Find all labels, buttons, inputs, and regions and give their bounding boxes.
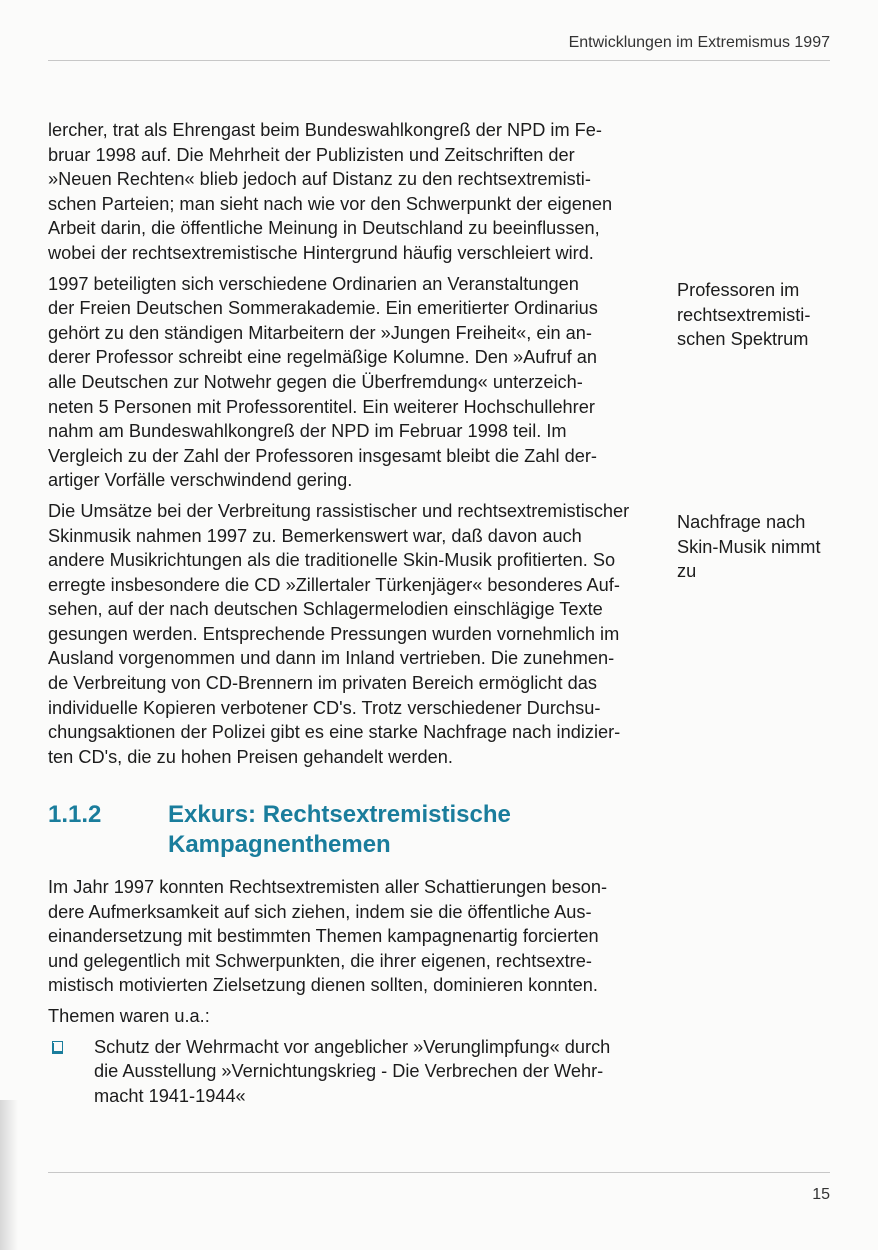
text-line: macht 1941-1944« <box>94 1085 246 1106</box>
list-intro: Themen waren u.a.: <box>48 1005 210 1026</box>
text-line: einandersetzung mit bestimmten Themen kampagnenartig forcierten <box>48 926 599 947</box>
text-line: dere Aufmerksamkeit auf sich ziehen, indem sie die öffentliche Aus- <box>48 901 592 922</box>
text-line: die Ausstellung »Vernichtungskrieg - Die Verbrechen der Wehr- <box>94 1061 604 1082</box>
text-line: Arbeit darin, die öffentliche Meinung in Deutschland zu beeinflussen, <box>48 218 600 239</box>
text-line: derer Professor schreibt eine regelmäßige Kolumne. Den »Aufruf an <box>48 347 597 368</box>
margin-note-line: zu <box>677 561 697 582</box>
margin-note-line: Nachfrage nach <box>677 512 806 532</box>
text-line: schen Parteien; man sieht nach wie vor den Schwerpunkt der eigenen <box>48 193 613 214</box>
section-number: 1.1.2 <box>48 801 102 828</box>
text-line: Vergleich zu der Zahl der Professoren insgesamt bleibt die Zahl der- <box>48 445 597 466</box>
page-number: 15 <box>812 1186 830 1203</box>
section-title <box>168 800 668 860</box>
text-line: Skinmusik nahmen 1997 zu. Bemerkenswert war, daß davon auch <box>48 525 582 546</box>
text-line: mistisch motivierten Zielsetzung dienen sollten, dominieren konnten. <box>48 975 598 996</box>
text-line: Die Umsätze bei der Verbreitung rassistischer und rechtsextremistischer <box>48 500 630 521</box>
text-line: bruar 1998 auf. Die Mehrheit der Publizisten und Zeitschriften der <box>48 144 575 165</box>
header-divider <box>48 60 830 61</box>
margin-note-professors <box>677 278 852 352</box>
text-line: alle Deutschen zur Notwehr gegen die Überfremdung« unterzeich- <box>48 371 583 392</box>
text-line: ten CD's, die zu hohen Preisen gehandelt werden. <box>48 746 453 767</box>
scan-edge-shadow <box>0 1100 18 1250</box>
text-line: chungsaktionen der Polizei gibt es eine starke Nachfrage nach indizier- <box>48 722 621 743</box>
section-body <box>48 875 648 1114</box>
text-line: artiger Vorfälle verschwindend gering. <box>48 470 353 491</box>
text-line: gehört zu den ständigen Mitarbeitern der »Jungen Freiheit«, ein an- <box>48 322 592 343</box>
text-line: andere Musikrichtungen als die traditionelle Skin-Musik profitierten. So <box>48 550 616 571</box>
text-line: der Freien Deutschen Sommerakademie. Ein emeritierter Ordinarius <box>48 298 598 319</box>
paragraph-3 <box>48 499 648 770</box>
section-title-line: Exkurs: Rechtsextremistische <box>168 801 511 828</box>
text-line: und gelegentlich mit Schwerpunkten, die ihrer eigenen, rechtsextre- <box>48 950 592 971</box>
margin-note-line: Professoren im <box>677 280 800 300</box>
text-line: lercher, trat als Ehrengast beim Bundeswahlkongreß der NPD im Fe- <box>48 120 602 140</box>
margin-note-line: rechtsextremisti- <box>677 304 811 325</box>
text-line: Schutz der Wehrmacht vor angeblicher »Verunglimpfung« durch <box>94 1036 611 1057</box>
list-item <box>48 1035 648 1109</box>
section-paragraph <box>48 875 648 998</box>
checkbox-bullet-icon <box>52 1043 63 1054</box>
running-head: Entwicklungen im Extremismus 1997 <box>568 34 830 51</box>
margin-note-line: Skin-Musik nimmt <box>677 536 821 557</box>
text-line: sehen, auf der nach deutschen Schlagermelodien einschlägige Texte <box>48 599 603 620</box>
text-line: 1997 beteiligten sich verschiedene Ordinarien an Veranstaltungen <box>48 273 579 294</box>
text-line: Im Jahr 1997 konnten Rechtsextremisten aller Schattierungen beson- <box>48 877 608 897</box>
text-line: de Verbreitung von CD-Brennern im privaten Bereich ermöglicht das <box>48 673 597 694</box>
margin-note-skinmusic <box>677 510 852 584</box>
section-title-line: Kampagnenthemen <box>168 831 391 858</box>
paragraph-2 <box>48 272 648 493</box>
footer-divider <box>48 1172 830 1173</box>
text-line: wobei der rechtsextremistische Hintergrund häufig verschleiert wird. <box>48 242 594 263</box>
text-line: nahm am Bundeswahlkongreß der NPD im Februar 1998 teil. Im <box>48 421 567 442</box>
text-line: gesungen werden. Entsprechende Pressungen wurden vornehmlich im <box>48 623 620 644</box>
margin-note-line: schen Spektrum <box>677 329 809 350</box>
text-line: neten 5 Personen mit Professorentitel. Ein weiterer Hochschullehrer <box>48 396 595 417</box>
text-line: Ausland vorgenommen und dann im Inland vertrieben. Die zunehmen- <box>48 648 615 669</box>
main-text <box>48 118 648 775</box>
text-line: »Neuen Rechten« blieb jedoch auf Distanz zu den rechtsextremisti- <box>48 169 591 190</box>
paragraph-1 <box>48 118 648 266</box>
text-line: individuelle Kopieren verbotener CD's. Trotz verschiedener Durchsu- <box>48 697 601 718</box>
text-line: erregte insbesondere die CD »Zillertaler Türkenjäger« besonderes Auf- <box>48 574 620 595</box>
